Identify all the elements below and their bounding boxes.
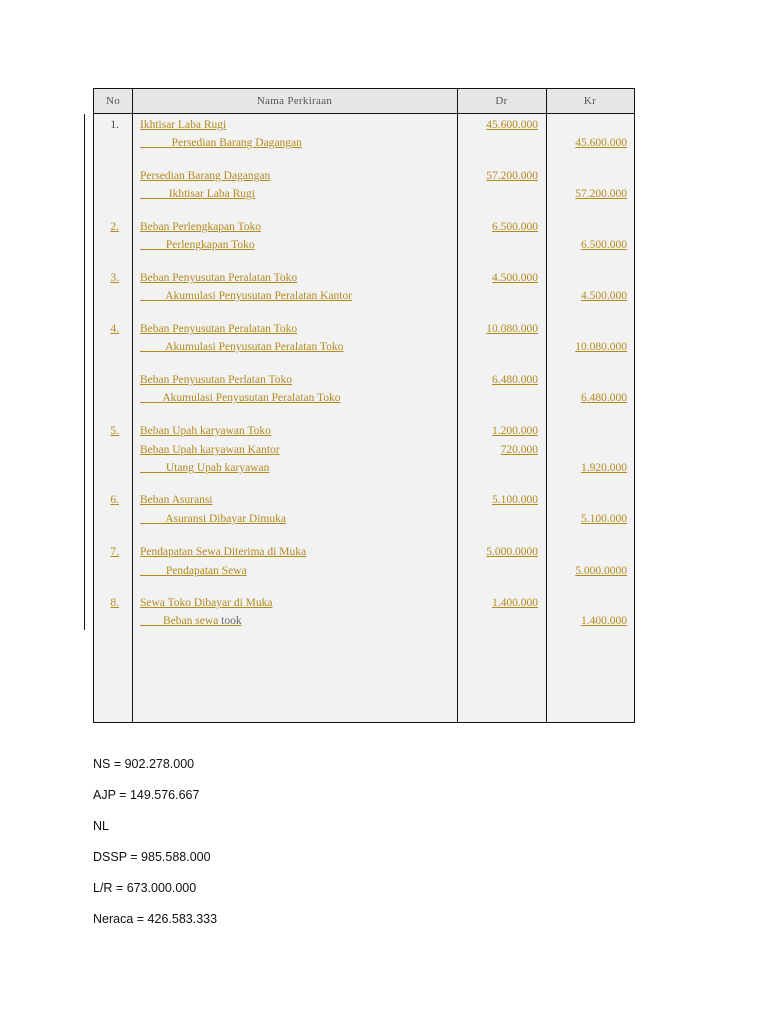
account-name-text: Beban Upah karyawan Kantor — [140, 444, 280, 456]
account-name-text: Pendapatan Sewa Diterima di Muka — [140, 546, 307, 558]
credit-amount: 5.100.000 — [581, 513, 627, 525]
journal-line — [94, 390, 634, 406]
credit-amount: 57.200.000 — [575, 188, 627, 200]
account-name — [140, 423, 271, 439]
journal-line — [94, 117, 634, 133]
credit-amount: 5.000.0000 — [575, 565, 627, 577]
journal-line — [94, 339, 634, 355]
account-name-text: Pendapatan Sewa — [140, 565, 247, 577]
account-name — [140, 613, 242, 629]
credit-amount: 45.600.000 — [575, 137, 627, 149]
credit-amount: 6.500.000 — [581, 239, 627, 251]
summary-line: AJP = 149.576.667 — [93, 788, 200, 802]
account-name-text: Akumulasi Penyusutan Peralatan Toko — [140, 341, 344, 353]
account-name-text: Akumulasi Penyusutan Peralatan Kantor — [140, 290, 353, 302]
account-name-text: Beban Penyusutan Peralatan Toko — [140, 323, 298, 335]
debit-amount: 1.400.000 — [492, 597, 538, 609]
entry-number: 3. — [110, 272, 119, 284]
journal-line — [94, 544, 634, 560]
account-name — [140, 511, 286, 527]
account-name-text: Sewa Toko Dibayar di Muka — [140, 597, 273, 609]
entry-number: 8. — [110, 597, 119, 609]
credit-amount: 1.400.000 — [581, 615, 627, 627]
header-credit: Kr — [583, 95, 597, 107]
account-name-text: Ikhtisar Laba Rugi — [140, 119, 227, 131]
account-name — [140, 219, 261, 235]
entry-number: 7. — [110, 546, 119, 558]
account-name — [140, 460, 269, 476]
debit-amount: 57.200.000 — [486, 170, 538, 182]
header-account-name: Nama Perkiraan — [256, 95, 333, 107]
debit-amount: 5.000.0000 — [486, 546, 538, 558]
journal-line — [94, 135, 634, 151]
summary-line: NL — [93, 819, 109, 833]
account-name-text: Beban sewa — [140, 615, 222, 627]
account-name — [140, 237, 255, 253]
journal-line — [94, 442, 634, 458]
journal-line — [94, 321, 634, 337]
journal-line — [94, 288, 634, 304]
account-name — [140, 186, 255, 202]
credit-amount: 1.920.000 — [581, 462, 627, 474]
adjusting-journal-table — [93, 88, 635, 723]
header-debit: Dr — [495, 95, 508, 107]
account-name — [140, 135, 302, 151]
account-name — [140, 270, 297, 286]
journal-line — [94, 563, 634, 579]
summary-line: Neraca = 426.583.333 — [93, 912, 218, 926]
account-name-text: Perlengkapan Toko — [140, 239, 255, 251]
entry-number: 1. — [110, 119, 119, 131]
entry-number: 5. — [110, 425, 119, 437]
journal-line — [94, 372, 634, 388]
account-name-text: Akumulasi Penyusutan Peralatan Toko — [140, 392, 341, 404]
account-name — [140, 390, 341, 406]
account-name — [140, 492, 213, 508]
debit-amount: 5.100.000 — [492, 494, 538, 506]
debit-amount: 720.000 — [500, 444, 538, 456]
debit-amount: 4.500.000 — [492, 272, 538, 284]
account-name-text: Beban Perlengkapan Toko — [140, 221, 261, 233]
journal-line — [94, 511, 634, 527]
table-header — [94, 89, 634, 114]
debit-amount: 6.500.000 — [492, 221, 538, 233]
account-name-text: Beban Asuransi — [140, 494, 213, 506]
journal-line — [94, 219, 634, 235]
credit-amount: 4.500.000 — [581, 290, 627, 302]
journal-line — [94, 613, 634, 629]
summary-line: L/R = 673.000.000 — [93, 881, 197, 895]
journal-line — [94, 595, 634, 611]
debit-amount: 10.080.000 — [486, 323, 538, 335]
account-name-text: Persedian Barang Dagangan — [140, 137, 302, 149]
debit-amount: 1.200.000 — [492, 425, 538, 437]
account-name — [140, 372, 292, 388]
account-name — [140, 442, 280, 458]
journal-line — [94, 237, 634, 253]
account-name — [140, 321, 297, 337]
entry-number: 6. — [110, 494, 119, 506]
credit-amount: 6.480.000 — [581, 392, 627, 404]
journal-line — [94, 492, 634, 508]
account-name-text: Beban Upah karyawan Toko — [140, 425, 271, 437]
credit-amount: 10.080.000 — [575, 341, 627, 353]
debit-amount: 45.600.000 — [486, 119, 538, 131]
account-name — [140, 563, 247, 579]
journal-line — [94, 168, 634, 184]
account-name — [140, 168, 270, 184]
summary-line: NS = 902.278.000 — [93, 757, 195, 771]
account-name — [140, 288, 352, 304]
account-name-text: Asuransi Dibayar Dimuka — [140, 513, 286, 525]
entry-number: 4. — [110, 323, 119, 335]
account-name — [140, 339, 343, 355]
journal-line — [94, 423, 634, 439]
journal-line — [94, 460, 634, 476]
entry-number: 2. — [110, 221, 119, 233]
journal-line — [94, 270, 634, 286]
summary-line: DSSP = 985.588.000 — [93, 850, 211, 864]
margin-line — [84, 114, 85, 630]
account-name-text: Utang Upah karyawan — [140, 462, 270, 474]
account-name-text: Beban Penyusutan Perlatan Toko — [140, 374, 292, 386]
account-name-text: Ikhtisar Laba Rugi — [140, 188, 255, 200]
account-name — [140, 117, 226, 133]
account-name-extra: took — [221, 615, 242, 627]
header-no: No — [105, 95, 121, 107]
account-name-text: Persedian Barang Dagangan — [140, 170, 271, 182]
account-name — [140, 544, 306, 560]
journal-line — [94, 186, 634, 202]
debit-amount: 6.480.000 — [492, 374, 538, 386]
account-name — [140, 595, 273, 611]
account-name-text: Beban Penyusutan Peralatan Toko — [140, 272, 298, 284]
